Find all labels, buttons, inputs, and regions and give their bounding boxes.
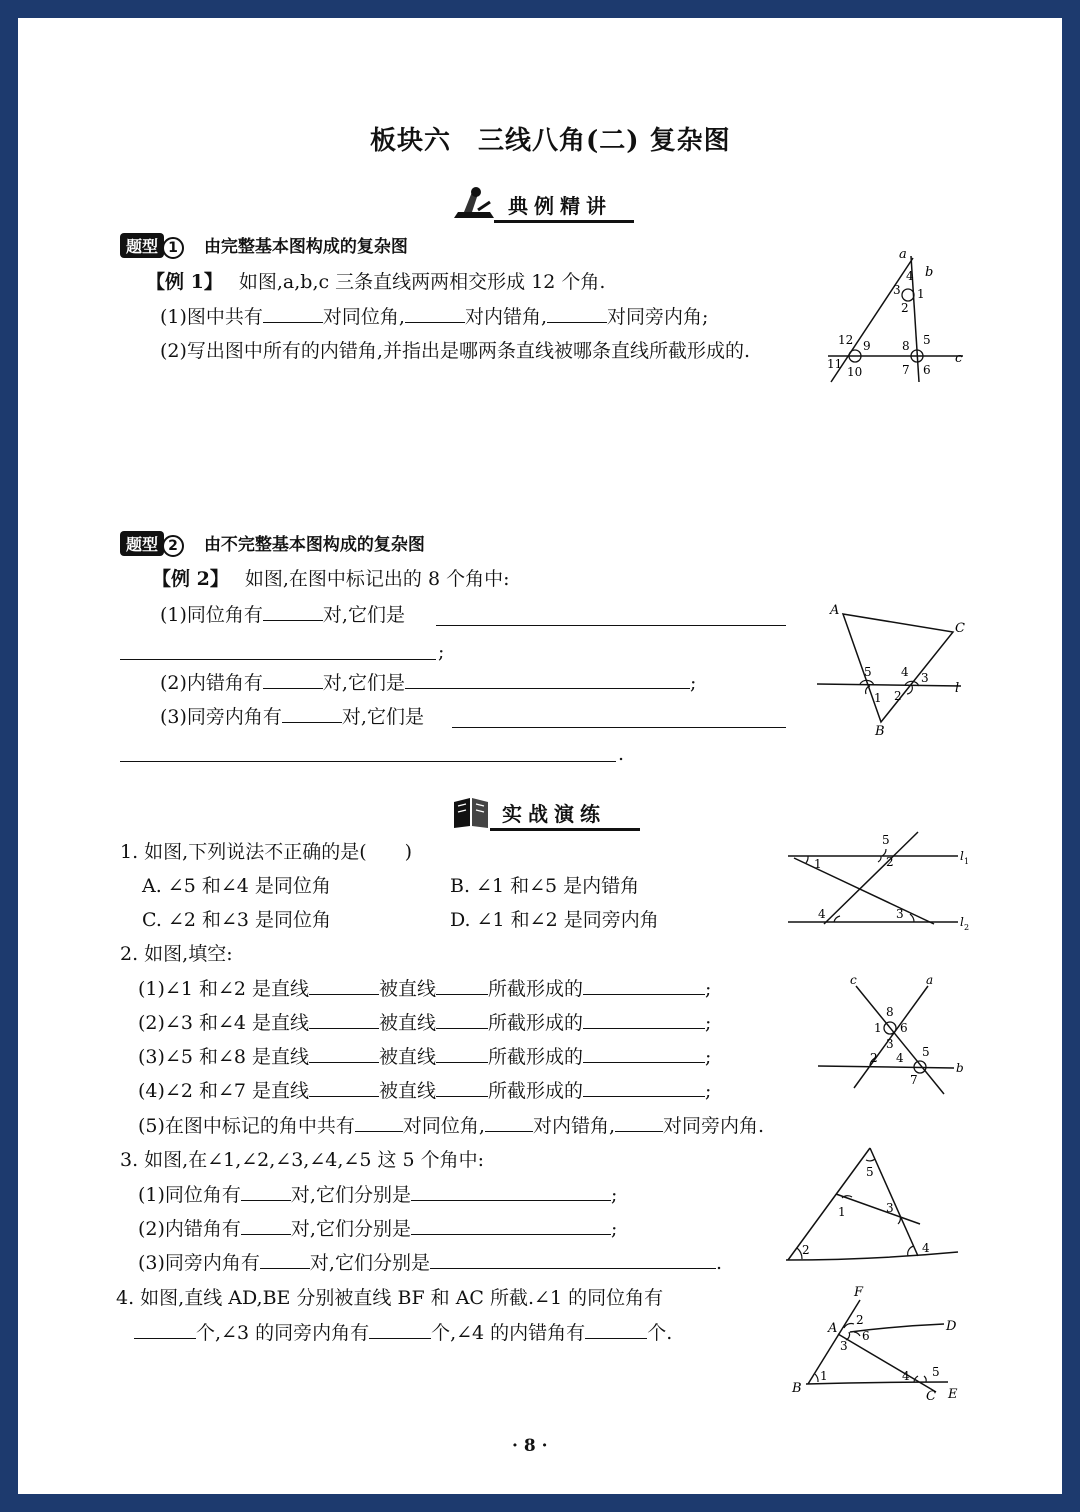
svg-text:1: 1 xyxy=(874,691,882,705)
answer-blank[interactable] xyxy=(260,1250,310,1269)
p2-row-text: (3)∠5 和∠8 是直线 xyxy=(138,1046,310,1068)
svg-text:c: c xyxy=(955,351,963,366)
answer-blank[interactable] xyxy=(585,1320,647,1339)
svg-text:1: 1 xyxy=(917,287,925,301)
answer-blank[interactable] xyxy=(309,1044,379,1063)
answer-blank[interactable] xyxy=(436,1044,488,1063)
ex2-q2 xyxy=(160,670,696,695)
svg-text:5: 5 xyxy=(932,1365,940,1379)
type1-title: 由完整基本图构成的复杂图 xyxy=(203,237,408,257)
answer-blank[interactable] xyxy=(547,304,607,323)
ex2-q2-text: 对,它们是 xyxy=(322,672,405,694)
answer-blank[interactable] xyxy=(583,1010,705,1029)
answer-blank[interactable] xyxy=(583,1078,705,1097)
svg-text:c: c xyxy=(850,973,857,987)
p3-q-text: (1)同位角有 xyxy=(138,1184,241,1206)
type2-heading xyxy=(120,530,425,557)
svg-text:A: A xyxy=(828,1321,838,1336)
svg-text:12: 12 xyxy=(838,333,854,347)
svg-text:5: 5 xyxy=(882,833,890,847)
answer-blank[interactable] xyxy=(309,1010,379,1029)
svg-text:B: B xyxy=(875,724,885,739)
p3-q-text: 对,它们分别是 xyxy=(290,1184,411,1206)
worksheet-page xyxy=(18,18,1062,1494)
svg-text:l: l xyxy=(960,849,964,863)
p2-row-text: 所截形成的 xyxy=(488,1046,584,1068)
ex1-text: 如图,a,b,c 三条直线两两相交形成 12 个角. xyxy=(238,271,606,293)
figure-problem1 xyxy=(784,830,974,940)
ex1-label: 【例 1】 xyxy=(146,271,223,293)
answer-blank[interactable] xyxy=(405,304,465,323)
answer-line[interactable] xyxy=(452,727,786,728)
answer-line[interactable] xyxy=(120,659,436,660)
p1-option-a[interactable]: A. ∠5 和∠4 是同位角 xyxy=(142,875,331,897)
header-underline xyxy=(490,828,640,831)
p2-row-text: 对内错角, xyxy=(532,1115,616,1137)
p4-text: 个. xyxy=(647,1322,673,1344)
svg-text:6: 6 xyxy=(862,1329,870,1343)
header-examples-text: 典例精讲 xyxy=(508,194,612,218)
ex2-q3-end: . xyxy=(618,743,625,765)
svg-text:6: 6 xyxy=(923,363,931,377)
svg-text:9: 9 xyxy=(863,339,871,353)
svg-text:8: 8 xyxy=(902,339,910,353)
svg-text:B: B xyxy=(792,1381,802,1396)
ex2-label: 【例 2】 xyxy=(152,568,229,590)
svg-text:E: E xyxy=(948,1387,958,1402)
figure-problem4 xyxy=(788,1282,968,1406)
p3-q-text: ; xyxy=(610,1218,618,1240)
answer-blank[interactable] xyxy=(263,670,323,689)
section-header-practice xyxy=(450,792,640,832)
ex1-q1-text: 对内错角, xyxy=(464,306,548,328)
ex2-text: 如图,在图中标记出的 8 个角中: xyxy=(244,568,510,590)
figure-problem3 xyxy=(782,1142,972,1266)
svg-text:5: 5 xyxy=(923,333,931,347)
ex1-q1-text: (1)图中共有 xyxy=(160,306,263,328)
svg-text:b: b xyxy=(956,1061,964,1075)
answer-blank[interactable] xyxy=(263,304,323,323)
svg-text:l: l xyxy=(955,681,960,696)
answer-blank[interactable] xyxy=(615,1113,663,1132)
p3-q-text: (3)同旁内角有 xyxy=(138,1252,260,1274)
p2-row-text: ; xyxy=(705,1046,712,1068)
p4-text: 个,∠3 的同旁内角有 xyxy=(196,1322,370,1344)
svg-text:4: 4 xyxy=(818,907,826,921)
figure-example2 xyxy=(813,602,973,742)
svg-text:1: 1 xyxy=(964,857,970,866)
p2-row-text: (5)在图中标记的角中共有 xyxy=(138,1115,355,1137)
p2-row-text: 所截形成的 xyxy=(488,1012,584,1034)
svg-text:4: 4 xyxy=(906,269,914,283)
ex2-q1-end: ; xyxy=(438,641,445,663)
p2-stem: 2. 如图,填空: xyxy=(120,943,233,965)
page-number: · 8 · xyxy=(512,1436,548,1456)
answer-blank[interactable] xyxy=(583,1044,705,1063)
ex2-q2-text: (2)内错角有 xyxy=(160,672,263,694)
answer-blank[interactable] xyxy=(241,1216,291,1235)
p1-option-c[interactable]: C. ∠2 和∠3 是同位角 xyxy=(142,909,332,931)
ex1-q1-text: 对同位角, xyxy=(322,306,405,328)
svg-text:2: 2 xyxy=(870,1051,878,1065)
svg-text:1: 1 xyxy=(874,1021,882,1035)
svg-text:3: 3 xyxy=(896,907,904,921)
svg-text:a: a xyxy=(899,247,907,262)
p3-q-text: 对,它们分别是 xyxy=(309,1252,430,1274)
answer-blank[interactable] xyxy=(411,1182,611,1201)
answer-line[interactable] xyxy=(120,761,616,762)
ex2-q3-text: 对,它们是 xyxy=(341,706,424,728)
p3-q-text: 对,它们分别是 xyxy=(290,1218,411,1240)
svg-text:2: 2 xyxy=(964,923,970,932)
answer-blank[interactable] xyxy=(241,1182,291,1201)
svg-text:3: 3 xyxy=(886,1201,894,1215)
ex2-statement xyxy=(152,567,510,591)
book-icon xyxy=(450,792,494,832)
svg-text:5: 5 xyxy=(864,665,872,679)
svg-text:6: 6 xyxy=(900,1021,908,1035)
svg-text:5: 5 xyxy=(922,1045,930,1059)
svg-text:1: 1 xyxy=(814,857,822,871)
p2-row-text: (1)∠1 和∠2 是直线 xyxy=(138,978,310,1000)
answer-blank[interactable] xyxy=(309,976,379,995)
type-number: 1 xyxy=(162,237,184,259)
svg-text:4: 4 xyxy=(901,665,909,679)
p4-line2 xyxy=(134,1320,672,1345)
svg-text:10: 10 xyxy=(847,365,863,379)
p2-row-5 xyxy=(138,1113,764,1138)
answer-blank[interactable] xyxy=(436,1010,488,1029)
svg-text:1: 1 xyxy=(820,1369,828,1383)
p2-row-4 xyxy=(138,1078,711,1103)
p2-row-text: (4)∠2 和∠7 是直线 xyxy=(138,1080,310,1102)
answer-blank[interactable] xyxy=(436,976,488,995)
ex2-q3 xyxy=(160,704,424,729)
ex2-q1-text: 对,它们是 xyxy=(322,604,405,626)
svg-text:2: 2 xyxy=(901,301,909,315)
p2-row-text: ; xyxy=(705,1080,712,1102)
p2-row-text: ; xyxy=(705,1012,712,1034)
p2-row-text: (2)∠3 和∠4 是直线 xyxy=(138,1012,310,1034)
svg-text:3: 3 xyxy=(893,283,901,297)
svg-text:5: 5 xyxy=(866,1165,874,1179)
ex2-q3-text: (3)同旁内角有 xyxy=(160,706,282,728)
svg-text:7: 7 xyxy=(910,1073,918,1087)
p2-row-text: 所截形成的 xyxy=(488,978,584,1000)
p3-q2 xyxy=(138,1216,617,1241)
p2-row-text: ; xyxy=(705,978,712,1000)
ex1-q1-text: 对同旁内角; xyxy=(607,306,709,328)
svg-text:2: 2 xyxy=(886,855,894,869)
answer-blank[interactable] xyxy=(282,704,342,723)
header-underline xyxy=(494,220,634,223)
svg-text:3: 3 xyxy=(840,1339,848,1353)
svg-text:4: 4 xyxy=(896,1051,904,1065)
svg-text:2: 2 xyxy=(894,689,902,703)
ex2-q1-text: (1)同位角有 xyxy=(160,604,263,626)
p2-row-text: 对同位角, xyxy=(402,1115,485,1137)
svg-text:11: 11 xyxy=(827,357,843,371)
ex1-statement xyxy=(146,270,605,294)
p2-row-text: 被直线 xyxy=(379,978,437,1000)
type-tag: 题型 xyxy=(120,531,164,556)
figure-problem2 xyxy=(814,970,974,1100)
answer-blank[interactable] xyxy=(309,1078,379,1097)
answer-line[interactable] xyxy=(436,625,786,626)
svg-text:2: 2 xyxy=(802,1243,810,1257)
type2-title: 由不完整基本图构成的复杂图 xyxy=(203,535,425,555)
p3-q1 xyxy=(138,1182,617,1207)
header-practice-text: 实战演练 xyxy=(502,802,606,826)
p4-line1: 4. 如图,直线 AD,BE 分别被直线 BF 和 AC 所截.∠1 的同位角有 xyxy=(116,1287,664,1309)
answer-blank[interactable] xyxy=(405,670,690,689)
p2-row-3 xyxy=(138,1044,711,1069)
svg-text:l: l xyxy=(960,915,964,929)
svg-text:b: b xyxy=(925,265,934,280)
answer-blank[interactable] xyxy=(485,1113,533,1132)
ex1-q1 xyxy=(160,304,708,329)
svg-text:1: 1 xyxy=(838,1205,846,1219)
type-number: 2 xyxy=(162,535,184,557)
type-tag: 题型 xyxy=(120,233,164,258)
answer-blank[interactable] xyxy=(263,602,323,621)
p2-row-2 xyxy=(138,1010,711,1035)
p2-row-text: 对同旁内角. xyxy=(663,1115,765,1137)
p1-option-b[interactable]: B. ∠1 和∠5 是内错角 xyxy=(450,875,640,897)
p2-row-text: 被直线 xyxy=(379,1080,437,1102)
p3-stem: 3. 如图,在∠1,∠2,∠3,∠4,∠5 这 5 个角中: xyxy=(120,1149,485,1171)
svg-text:C: C xyxy=(926,1389,936,1404)
svg-text:8: 8 xyxy=(886,1005,894,1019)
microscope-icon xyxy=(450,184,500,224)
svg-text:4: 4 xyxy=(922,1241,930,1255)
svg-text:A: A xyxy=(830,603,840,618)
svg-text:C: C xyxy=(955,621,965,636)
answer-blank[interactable] xyxy=(411,1216,611,1235)
section-header-examples xyxy=(450,184,630,224)
ex2-q2-text: ; xyxy=(689,672,697,694)
answer-blank[interactable] xyxy=(583,976,705,995)
p2-row-text: 被直线 xyxy=(379,1046,437,1068)
svg-text:3: 3 xyxy=(921,671,929,685)
answer-blank[interactable] xyxy=(369,1320,431,1339)
page-title: 板块六 三线八角(二) 复杂图 xyxy=(370,126,731,156)
ex2-q1 xyxy=(160,602,405,627)
p3-q3 xyxy=(138,1250,722,1275)
type1-heading xyxy=(120,232,408,259)
ex1-q2: (2)写出图中所有的内错角,并指出是哪两条直线被哪条直线所截形成的. xyxy=(160,340,750,362)
p1-option-d[interactable]: D. ∠1 和∠2 是同旁内角 xyxy=(450,909,659,931)
svg-text:3: 3 xyxy=(886,1037,894,1051)
answer-blank[interactable] xyxy=(436,1078,488,1097)
svg-text:2: 2 xyxy=(856,1313,864,1327)
answer-blank[interactable] xyxy=(134,1320,196,1339)
svg-text:4: 4 xyxy=(902,1369,910,1383)
answer-blank[interactable] xyxy=(430,1250,716,1269)
svg-text:7: 7 xyxy=(902,363,910,377)
svg-text:a: a xyxy=(926,973,934,987)
p2-row-text: 被直线 xyxy=(379,1012,437,1034)
p3-q-text: . xyxy=(715,1252,723,1274)
p4-text: 个,∠4 的内错角有 xyxy=(431,1322,586,1344)
p1-stem: 1. 如图,下列说法不正确的是( ) xyxy=(120,841,413,863)
p3-q-text: ; xyxy=(610,1184,618,1206)
p2-row-text: 所截形成的 xyxy=(488,1080,584,1102)
figure-example1 xyxy=(813,246,973,386)
answer-blank[interactable] xyxy=(355,1113,403,1132)
svg-text:D: D xyxy=(946,1319,957,1334)
svg-text:F: F xyxy=(854,1285,864,1300)
p2-row-1 xyxy=(138,976,711,1001)
p3-q-text: (2)内错角有 xyxy=(138,1218,241,1240)
